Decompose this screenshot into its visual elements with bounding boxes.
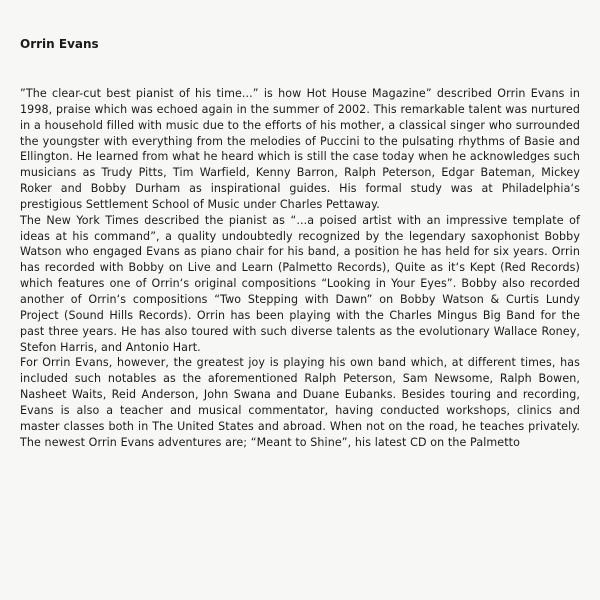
page-title: Orrin Evans	[20, 37, 99, 51]
paragraph-own-band: For Orrin Evans, however, the greatest joy is playing his own band which, at different times, has included such notables as the aforementioned Ralph Peterson, Sam Newsome, Ralph Bowen, Nasheet Waits, Reid Anderson, John Swana and Duane Eubanks. Besides touring and recording, Evans is also a teacher and musical commentator, having conducted workshops, clinics and master classes both in The United States and abroad. When not on the road, he teaches privately. The newest Orrin Evans adventures are; “Meant to Shine”, his latest CD on the Palmetto	[20, 356, 580, 449]
biography-body	[20, 86, 580, 450]
paragraph-early-life: ”The clear-cut best pianist of his time...” is how Hot House Magazine” described Orrin Evans in 1998, praise which was echoed again in the summer of 2002. This remarkable talent was nurtured in a household filled with music due to the efforts of his mother, a classical singer who surrounded the youngster with everything from the melodies of Puccini to the pulsating rhythms of Basie and Ellington. He learned from what he heard which is still the case today when he acknowledges such musicians as Trudy Pitts, Tim Warfield, Kenny Barron, Ralph Peterson, Edgar Bateman, Mickey Roker and Bobby Durham as inspirational guides. His formal study was at Philadelphia‘s prestigious Settlement School of Music under Charles Pettaway.	[20, 87, 580, 211]
paragraph-career: The New York Times described the pianist as “...a poised artist with an impressive template of ideas at his command”, a quality undoubtedly recognized by the legendary saxophonist Bobby Watson who engaged Evans as piano chair for his band, a position he has held for six years. Orrin has recorded with Bobby on Live and Learn (Palmetto Records), Quite as it‘s Kept (Red Records) which features one of Orrin‘s original compositions “Looking in Your Eyes”. Bobby also recorded another of Orrin‘s compositions “Two Stepping with Dawn” on Bobby Watson & Curtis Lundy Project (Sound Hills Records). Orrin has been playing with the Charles Mingus Big Band for the past three years. He has also toured with such diverse talents as the evolutionary Wallace Roney, Stefon Harris, and Antonio Hart.	[20, 213, 580, 354]
